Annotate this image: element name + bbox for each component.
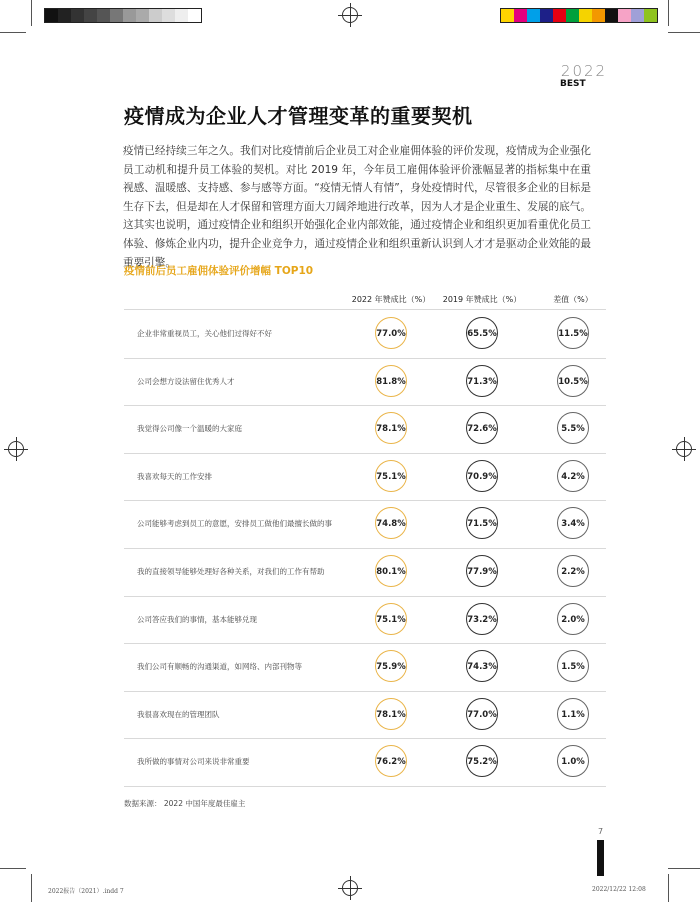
- table-row: [124, 453, 606, 502]
- table-row: [124, 691, 606, 740]
- row-label: 公司会想方设法留住优秀人才: [137, 376, 235, 386]
- color-swatch: [514, 9, 527, 22]
- page-tab-bar: [597, 840, 604, 876]
- color-swatch: [605, 9, 618, 22]
- grayscale-swatch: [71, 9, 84, 22]
- color-swatch: [566, 9, 579, 22]
- row-label: 我所做的事情对公司来说非常重要: [137, 757, 250, 767]
- registration-mark-bottom: [338, 876, 362, 900]
- value-2022: 76.2%: [375, 745, 407, 777]
- grayscale-swatch: [149, 9, 162, 22]
- row-label: 企业非常重视员工，关心他们过得好不好: [137, 329, 272, 338]
- logo-year: 2022: [560, 62, 608, 80]
- grayscale-swatch: [188, 9, 201, 22]
- value-2019: 75.2%: [466, 745, 498, 777]
- value-2019: 71.5%: [466, 507, 498, 539]
- value-2022: 80.1%: [375, 555, 407, 587]
- value-2022: 75.1%: [375, 603, 407, 635]
- table-row: [124, 596, 606, 645]
- table-row: [124, 643, 606, 692]
- color-bar: [500, 8, 658, 23]
- logo-word: BEST: [560, 79, 586, 89]
- intro-paragraph: 疫情已经持续三年之久。我们对比疫情前后企业员工对企业雇佣体验的评价发现，疫情成为企业强化员工动机和提升员工体验的契机。对比 2019 年，今年员工雇佣体验评价涨幅显著的指标集中在重视感、温暖感、支持感、参与感等方面。“疫情无情人有情”，身处疫情时代，尽管很多企业的目标是生存下去，但是却在人才保留和管理方面大刀阔斧地进行改革，因为人才是企业重生、发展的底气。这其实也说明，通过疫情企业和组织开始强化企业内部效能，通过疫情企业和组织更加看重优化员工体验、修炼企业内功，提升企业竞争力，通过疫情企业和组织重新认识到人才才是驱动企业效能的最重要引擎。: [123, 145, 591, 269]
- crop-mark: [668, 868, 700, 869]
- table-row: [124, 500, 606, 549]
- color-swatch: [631, 9, 644, 22]
- value-diff: 2.2%: [557, 555, 589, 587]
- table-row: [124, 405, 606, 454]
- value-2019: 70.9%: [466, 460, 498, 492]
- value-diff: 10.5%: [557, 365, 589, 397]
- best-employer-logo: [560, 64, 608, 89]
- grayscale-swatch: [58, 9, 71, 22]
- value-diff: 1.0%: [557, 745, 589, 777]
- value-diff: 3.4%: [557, 507, 589, 539]
- value-diff: 4.2%: [557, 460, 589, 492]
- value-diff: 1.1%: [557, 698, 589, 730]
- value-2019: 73.2%: [466, 603, 498, 635]
- value-2022: 75.9%: [375, 650, 407, 682]
- crop-mark: [668, 32, 700, 33]
- grayscale-swatch: [136, 9, 149, 22]
- table-row: [124, 310, 606, 359]
- value-2019: 71.3%: [466, 365, 498, 397]
- grayscale-swatch: [175, 9, 188, 22]
- value-diff: 2.0%: [557, 603, 589, 635]
- value-2022: 74.8%: [375, 507, 407, 539]
- value-2022: 78.1%: [375, 698, 407, 730]
- row-label: 公司答应我们的事情，基本能够兑现: [137, 614, 257, 624]
- registration-mark-top: [338, 3, 362, 27]
- value-2019: 77.0%: [466, 698, 498, 730]
- section-title: 疫情前后员工雇佣体验评价增幅 TOP10: [124, 265, 314, 277]
- color-swatch: [592, 9, 605, 22]
- crop-mark: [0, 868, 26, 869]
- header-2022: 2022 年赞成比（%）: [351, 295, 431, 304]
- grayscale-swatch: [45, 9, 58, 22]
- value-diff: 11.5%: [557, 317, 589, 349]
- value-2022: 81.8%: [375, 365, 407, 397]
- header-2019: 2019 年赞成比（%）: [442, 295, 522, 304]
- grayscale-swatch: [97, 9, 110, 22]
- table-row: [124, 548, 606, 597]
- crop-mark: [668, 0, 669, 26]
- page-number: 7: [598, 827, 604, 836]
- header-diff: 差值（%）: [553, 295, 593, 304]
- grayscale-bar: [44, 8, 202, 23]
- registration-mark-left: [4, 437, 28, 461]
- row-label: 我觉得公司像一个温暖的大家庭: [137, 424, 242, 434]
- color-swatch: [501, 9, 514, 22]
- grayscale-swatch: [84, 9, 97, 22]
- table-row: [124, 738, 606, 787]
- grayscale-swatch: [110, 9, 123, 22]
- table-row: [124, 358, 606, 407]
- row-label: 我很喜欢现在的管理团队: [137, 709, 220, 719]
- value-2019: 72.6%: [466, 412, 498, 444]
- page-title: 疫情成为企业人才管理变革的重要契机: [124, 104, 473, 128]
- color-swatch: [644, 9, 657, 22]
- grayscale-swatch: [123, 9, 136, 22]
- slug-date: 2022/12/22 12:08: [592, 886, 646, 893]
- row-label: 我喜欢每天的工作安排: [137, 471, 212, 481]
- crop-mark: [0, 32, 26, 33]
- value-2019: 77.9%: [466, 555, 498, 587]
- color-swatch: [579, 9, 592, 22]
- row-label: 我的直接领导能够处理好各种关系，对我们的工作有帮助: [137, 567, 325, 576]
- color-swatch: [553, 9, 566, 22]
- slug-file: 2022报告（2021）.indd 7: [48, 888, 124, 895]
- grayscale-swatch: [162, 9, 175, 22]
- data-source: 数据来源： 2022 中国年度最佳雇主: [124, 799, 246, 808]
- row-label: 公司能够考虑到员工的意愿，安排员工做他们最擅长做的事: [137, 519, 332, 529]
- color-swatch: [527, 9, 540, 22]
- value-diff: 5.5%: [557, 412, 589, 444]
- color-swatch: [540, 9, 553, 22]
- registration-mark-right: [672, 437, 696, 461]
- row-label: 我们公司有顺畅的沟通渠道，如网络、内部刊物等: [137, 662, 302, 672]
- value-2019: 65.5%: [466, 317, 498, 349]
- crop-mark: [31, 874, 32, 902]
- color-swatch: [618, 9, 631, 22]
- value-2022: 78.1%: [375, 412, 407, 444]
- crop-mark: [31, 0, 32, 26]
- value-2022: 75.1%: [375, 460, 407, 492]
- value-2019: 74.3%: [466, 650, 498, 682]
- value-2022: 77.0%: [375, 317, 407, 349]
- crop-mark: [668, 874, 669, 902]
- value-diff: 1.5%: [557, 650, 589, 682]
